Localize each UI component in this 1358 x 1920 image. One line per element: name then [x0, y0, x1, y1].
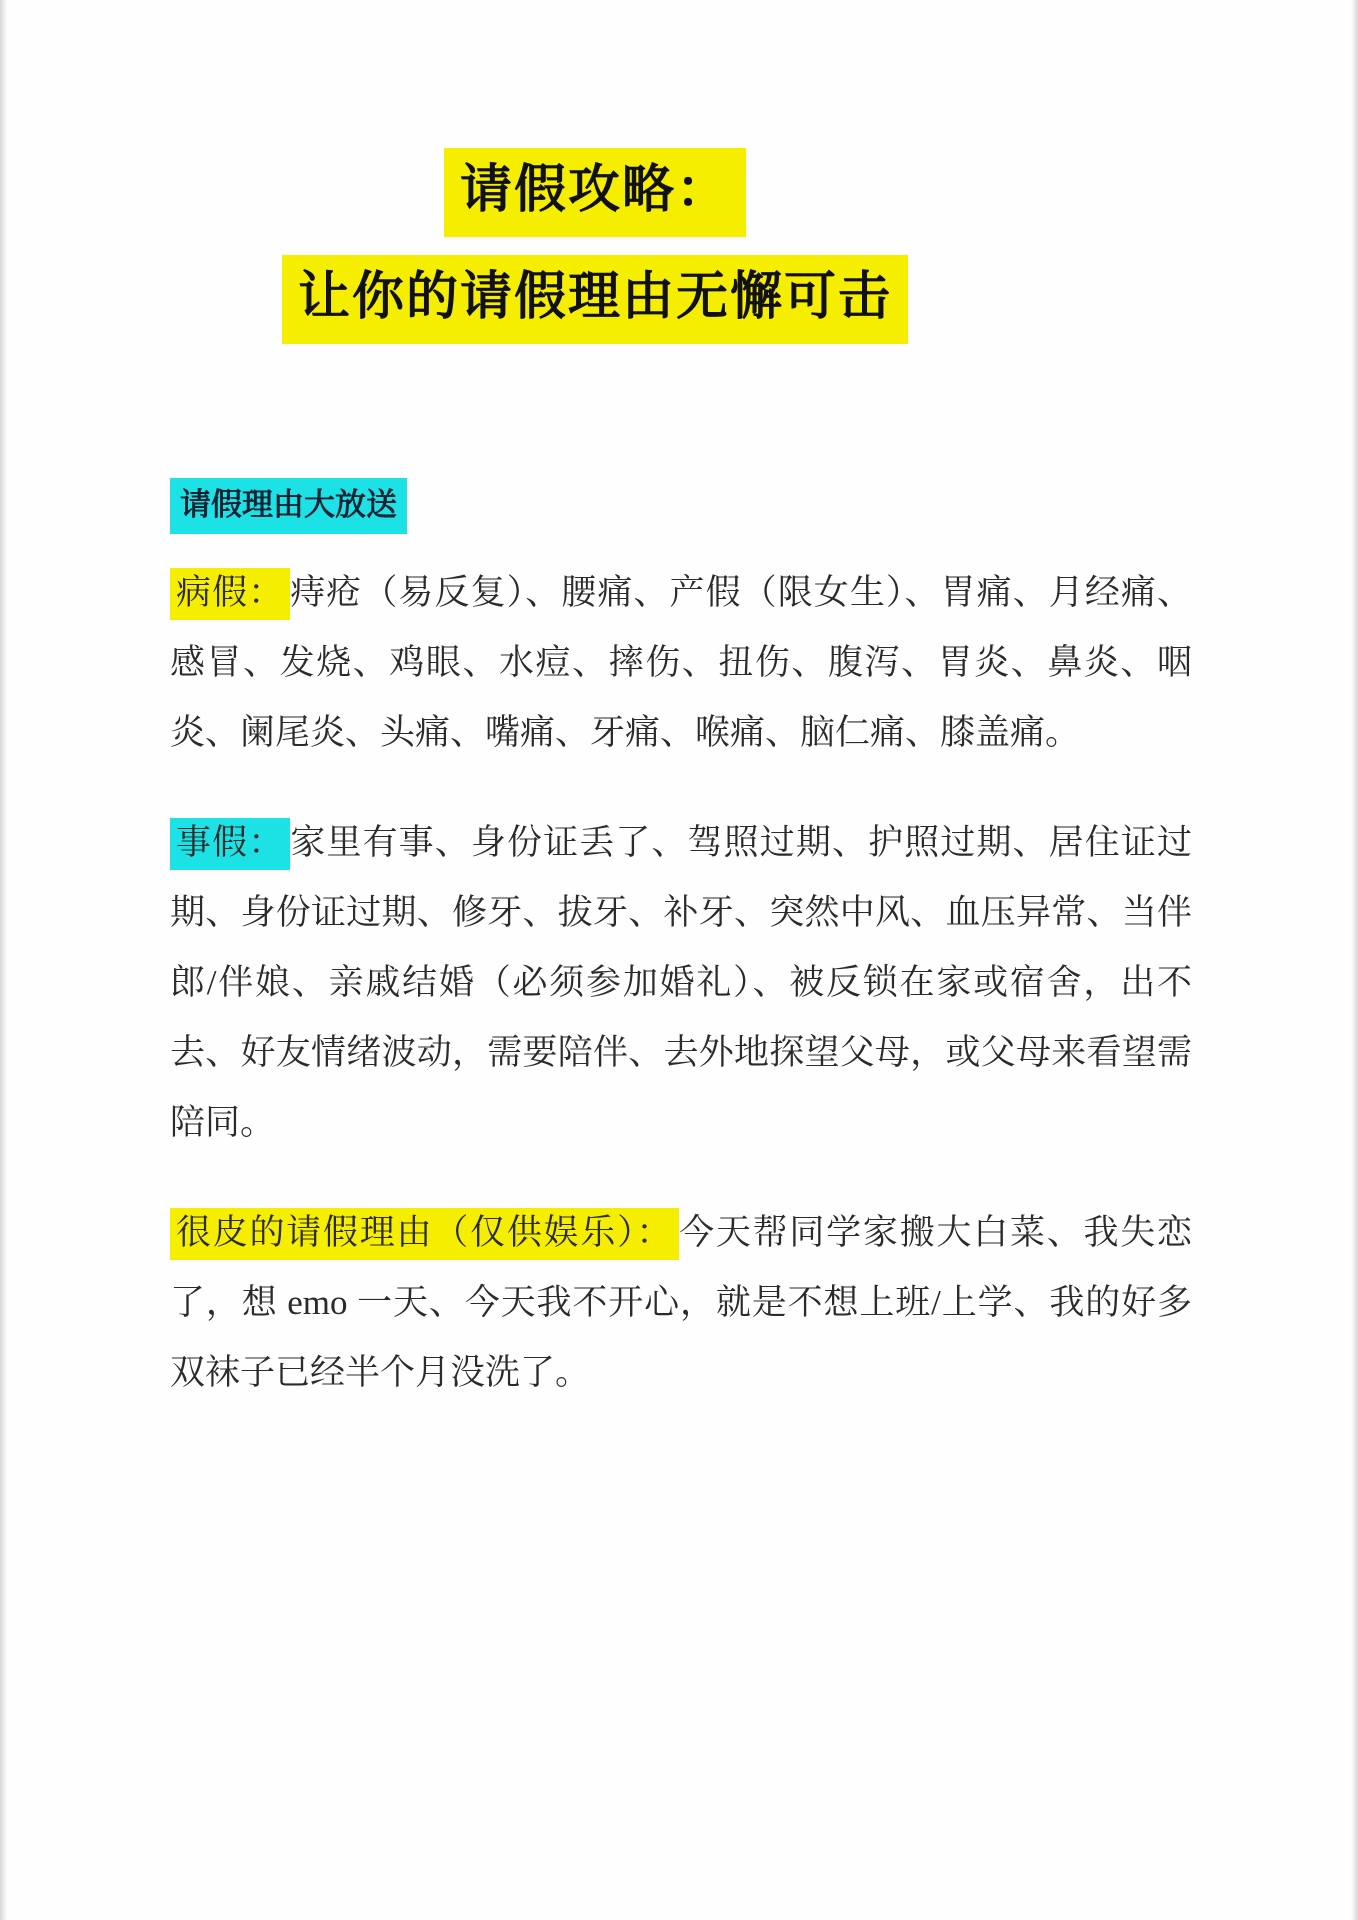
text-funny-reasons: 今天帮同学家搬大白菜、我失恋了，想 emo 一天、今天我不开心，就是不想上班/上学、我的好多双袜子已经半个月没洗了。 — [170, 1213, 1192, 1392]
section-header-highlight: 请假理由大放送 — [170, 478, 407, 534]
text-personal-leave: 家里有事、身份证丢了、驾照过期、护照过期、居住证过期、身份证过期、修牙、拔牙、补牙、突然中风、血压异常、当伴郎/伴娘、亲戚结婚（必须参加婚礼）、被反锁在家或宿舍，出不去、好友情绪波动，需要陪伴、去外地探望父母，或父母来看望需陪同。 — [170, 823, 1192, 1142]
paragraph-sick-leave — [170, 558, 1192, 768]
text-sick-leave: 痔疮（易反复）、腰痛、产假（限女生）、胃痛、月经痛、感冒、发烧、鸡眼、水痘、摔伤、扭伤、腹泻、胃炎、鼻炎、咽炎、阑尾炎、头痛、嘴痛、牙痛、喉痛、脑仁痛、膝盖痛。 — [170, 573, 1192, 752]
title-line-1 — [0, 148, 1190, 237]
page-edge-right — [1351, 0, 1358, 1920]
title-highlight-1: 请假攻略： — [444, 148, 746, 237]
label-funny-reasons: 很皮的请假理由（仅供娱乐）： — [170, 1208, 679, 1260]
paragraph-personal-leave — [170, 808, 1192, 1158]
paragraph-funny-reasons — [170, 1198, 1192, 1408]
document-body — [170, 478, 1192, 1448]
title-line-2 — [0, 255, 1190, 344]
section-header — [170, 478, 1192, 534]
label-sick-leave: 病假： — [170, 568, 290, 620]
title-highlight-2: 让你的请假理由无懈可击 — [282, 255, 908, 344]
document-title — [0, 148, 1190, 362]
label-personal-leave: 事假： — [170, 818, 290, 870]
